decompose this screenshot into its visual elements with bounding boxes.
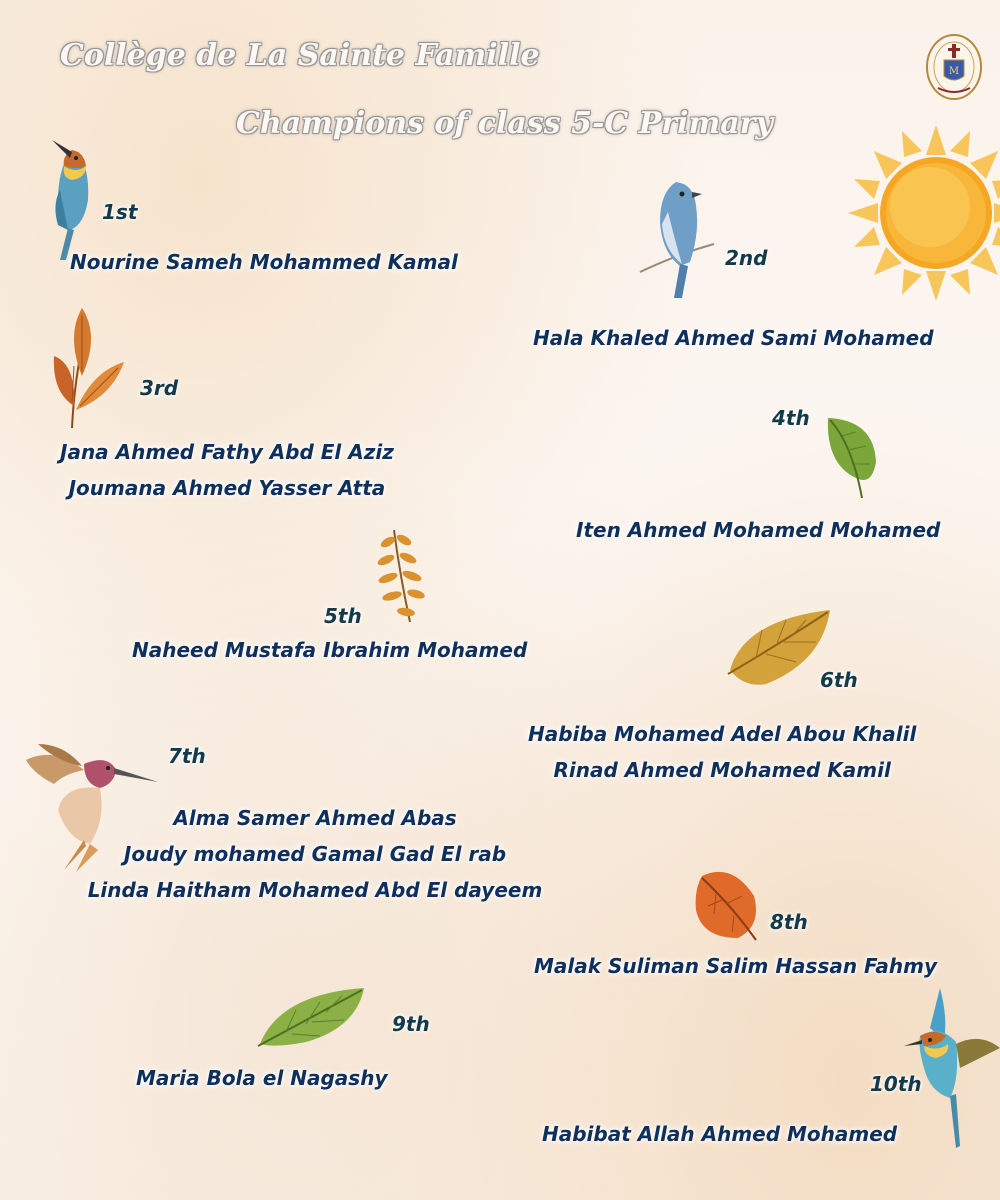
- winner-name: Joudy mohamed Gamal Gad El rab: [123, 842, 507, 866]
- page-subtitle: Champions of class 5-C Primary: [236, 106, 773, 141]
- rank-label: 8th: [770, 910, 808, 934]
- school-title: Collège de La Sainte Famille: [60, 38, 540, 73]
- winner-names-4th: [576, 512, 940, 548]
- winner-name: Nourine Sameh Mohammed Kamal: [70, 250, 458, 274]
- bluebird-icon: [638, 172, 718, 300]
- winner-names-5th: [132, 632, 527, 668]
- winner-name: Jana Ahmed Fathy Abd El Aziz: [60, 440, 394, 464]
- winner-name: Linda Haitham Mohamed Abd El dayeem: [87, 878, 543, 902]
- winner-name: Rinad Ahmed Mohamed Kamil: [553, 758, 891, 782]
- winner-name: Maria Bola el Nagashy: [136, 1066, 388, 1090]
- orange-leaf-icon: [692, 866, 762, 942]
- golden-leaf-icon: [726, 606, 834, 690]
- green-leaf-icon: [256, 984, 368, 1048]
- autumn-leaves-icon: [52, 306, 128, 430]
- winner-names-10th: [542, 1116, 897, 1152]
- fern-branch-icon: [370, 526, 424, 626]
- school-logo: [924, 32, 984, 102]
- winner-name: Hala Khaled Ahmed Sami Mohamed: [533, 326, 934, 350]
- rank-label: 3rd: [140, 376, 179, 400]
- winner-names-2nd: [533, 320, 934, 356]
- winner-names-8th: [534, 948, 937, 984]
- winner-name: Habibat Allah Ahmed Mohamed: [542, 1122, 898, 1146]
- sun-icon: [846, 118, 996, 308]
- winner-names-7th: [80, 800, 550, 908]
- winner-name: Habiba Mohamed Adel Abou Khalil: [528, 722, 917, 746]
- winner-name: Iten Ahmed Mohamed Mohamed: [576, 518, 941, 542]
- rank-label: 10th: [870, 1072, 922, 1096]
- rank-label: 5th: [324, 604, 362, 628]
- winner-name: Naheed Mustafa Ibrahim Mohamed: [132, 638, 528, 662]
- svg-text:M: M: [948, 66, 960, 77]
- winner-name: Joumana Ahmed Yasser Atta: [68, 476, 386, 500]
- rank-label: 2nd: [725, 246, 768, 270]
- rank-label: 7th: [168, 744, 206, 768]
- green-leaf-icon: [822, 414, 882, 500]
- winner-name: Alma Samer Ahmed Abas: [173, 806, 457, 830]
- winner-names-6th: [528, 716, 916, 788]
- winner-names-1st: [70, 244, 458, 280]
- rank-label: 4th: [772, 406, 810, 430]
- winner-name: Malak Suliman Salim Hassan Fahmy: [534, 954, 938, 978]
- winner-names-3rd: [60, 434, 394, 506]
- rank-label: 1st: [102, 200, 138, 224]
- rank-label: 6th: [820, 668, 858, 692]
- rank-label: 9th: [392, 1012, 430, 1036]
- winner-names-9th: [136, 1060, 387, 1096]
- bee-eater-bird-icon: [900, 988, 1000, 1148]
